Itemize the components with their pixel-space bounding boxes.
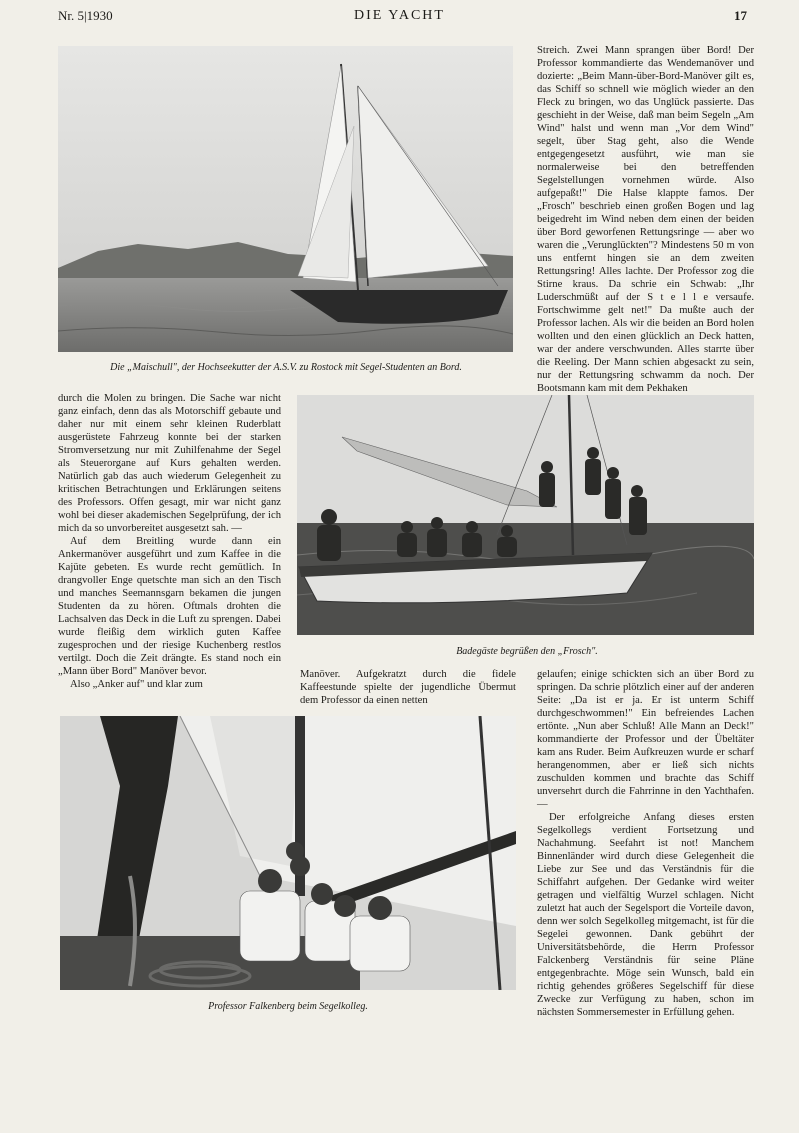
- falkenberg-photo: [60, 716, 516, 990]
- issue-number: Nr. 5|1930: [58, 8, 113, 23]
- page-number: 17: [734, 8, 747, 23]
- paragraph: gelaufen; einige schickten sich an über Bord zu springen. Da schrie plötzlich einer auf der anderen Seite: „Da ist er ja. Er ist unterm Schiff durchgeschwommen!" Ein befreiendes Lachen ertönte. „Nun aber Schluß! Alle Mann an Deck!" kommandierte der Professor und der Übeltäter kam ans Ruder. Beim Aufkreuzen wurde er scharf herangenommen, aber er ließ sich nichts zuschulden kommen und brachte das Schiff unversehrt durch die Fahrrinne in den Yachthafen. —: [537, 669, 754, 810]
- falkenberg-caption: Professor Falkenberg beim Segelkolleg.: [208, 1001, 368, 1012]
- text-column-middle: [300, 668, 516, 707]
- paragraph: Der erfolgreiche Anfang dieses ersten Segelkollegs verdient Fortsetzung und Nachahmung. Seefahrt ist not! Manchem Binnenländer wird durch diese Gelegenheit die Liebe zur See und das Verständnis für die Schiffahrt aufgehen. Der Gedanke wird weiter getragen und vielfältig Wurzel schlagen. Nicht zuletzt hat auch der Segelsport die Vorteile davon, denn wer solch Segelkolleg mitgemacht, ist für die Segelei gewonnen. Dank gebührt der Universitätsbehörde, die Herrn Professor Falckenberg Verständnis für seine Pläne entgegenbrachte. Möge sein Wunsch, bald ein richtig gehendes größeres Segelschiff für diese Zwecke zur Verfügung zu haben, schon im nächsten Sommersemester in Erfüllung gehen.: [537, 812, 754, 1018]
- frosch-caption: Badegäste begrüßen den „Frosch".: [456, 646, 598, 657]
- magazine-title: DIE YACHT: [354, 8, 445, 23]
- frosch-photo: [297, 395, 754, 635]
- maischull-caption: Die „Maischull", der Hochseekutter der A.S.V. zu Rostock mit Segel-Studenten an Bord.: [110, 362, 462, 373]
- text-column-right-top: [537, 44, 754, 395]
- paragraph: Streich. Zwei Mann sprangen über Bord! Der Professor kommandierte das Wendemanöver und dozierte: „Beim Mann-über-Bord-Manöver gilt es, das Schiff so schnell wie möglich wieder an den Fleck zu bringen, wo das Unglück passierte. Das geschieht in der Weise, daß man beim Segeln „Am Wind" halst und wenn man „Vor dem Wind" segelt, über Stag geht, also die Wende entgegengesetzt ausführt, wie man sie normalerweise bei den betreffenden Segelstellungen vornehmen würde. Also aufgepaßt!" Die Halse klappte famos. Der „Frosch" beschrieb einen großen Bogen und lag beigedreht im Wind neben dem einen der beiden über Bord geworfenen Rettungsringe — aber wo waren die „Verunglückten"? Mindestens 50 m von uns entfernt hingen sie an dem zweiten Rettungsring! Alles lachte. Der Professor zog die Stirne kraus. Da schrie ein Schwab: „Ihr Luderschmüßt auf der S t e l l e versaufe. Fortschwimme gelt net!" Da mußte auch der Professor lachen. Als wir die beiden an Bord holen wollten und den einen glücklich an Deck hatten, war der andere verschwunden. Alles starrte über die Reeling. Der Mann schien abgesackt zu sein, nur der Rettungsring schwamm da noch. Der Bootsmann kam mit dem Pekhaken: [537, 45, 754, 394]
- paragraph: Also „Anker auf" und klar zum: [70, 679, 203, 690]
- paragraph: Auf dem Breitling wurde dann ein Ankermanöver ausgeführt und zum Kaffee in die Kajüte gebeten. Es wurde recht gemütlich. In drangvoller Enge quetschte man sich an den Tisch und manches Seemannsgarn bekamen die jungen Studenten da zu hören. Oftmals drohten die Lachsalven das Deck in die Luft zu sprengen. Dabei wurde fleißig dem wirklich guten Kaffee zugesprochen und der riesige Kuchenberg restlos vertilgt. Doch die Zeit drängte. Es stand noch ein „Mann über Bord" Manöver bevor.: [58, 536, 281, 677]
- paragraph: durch die Molen zu bringen. Die Sache war nicht ganz einfach, denn das als Motorschiff gebaute und daher nur mit einem sehr kleinen Ruderblatt ausgerüstete Fahrzeug konnte bei der starken Stromversetzung nur mit Zuhilfenahme der Segel als Steuerorgane auf Kurs gehalten werden. Natürlich gab das auch wiederum Gelegenheit zu kritischen Betrachtungen und Erklärungen seitens des Professors. Offen gesagt, mir war nicht ganz wohl bei dieser akademischen Segelprüfung, der ich mich da so unvorbereitet ausgesetzt sah. —: [58, 393, 281, 534]
- text-column-left-middle: [58, 392, 281, 691]
- text-column-right-bottom: [537, 668, 754, 1019]
- maischull-photo: [58, 46, 513, 352]
- paragraph: Manöver. Aufgekratzt durch die fidele Kaffeestunde spielte der jugendliche Übermut dem Professor da einen netten: [300, 669, 516, 706]
